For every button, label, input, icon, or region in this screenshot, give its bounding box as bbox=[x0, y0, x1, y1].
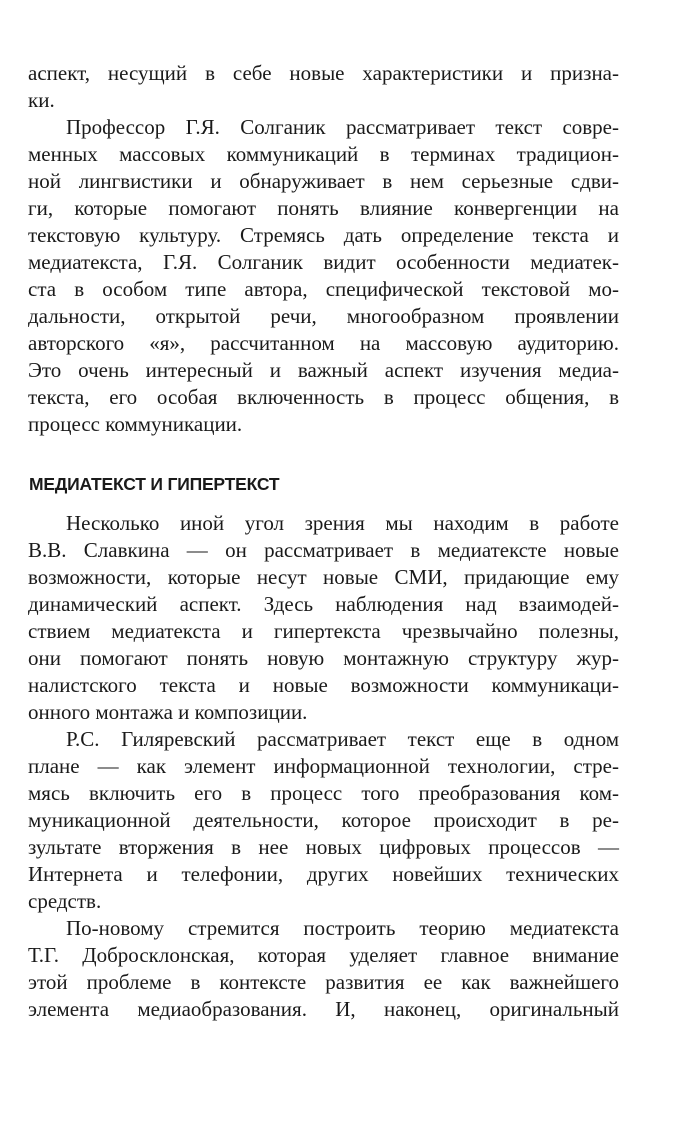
text-line: плане — как элемент информационной технологии, стре- bbox=[28, 754, 619, 778]
text-line: ги, которые помогают понять влияние конвергенции на bbox=[28, 196, 619, 220]
text-line: менных массовых коммуникаций в терминах традицион- bbox=[28, 142, 619, 166]
text-line: муникационной деятельности, которое происходит в ре- bbox=[28, 808, 619, 832]
section-heading: МЕДИАТЕКСТ И ГИПЕРТЕКСТ bbox=[29, 474, 280, 494]
text-line: По-новому стремится построить теорию медиатекста bbox=[66, 916, 619, 940]
text-line: ной лингвистики и обнаруживает в нем серьезные сдви- bbox=[28, 169, 619, 193]
text-line: онного монтажа и композиции. bbox=[28, 700, 308, 724]
text-line: мясь включить его в процесс того преобразования ком- bbox=[28, 781, 619, 805]
text-line: Несколько иной угол зрения мы находим в работе bbox=[66, 511, 619, 535]
text-line: налистского текста и новые возможности коммуникаци- bbox=[28, 673, 619, 697]
text-line: Интернета и телефонии, других новейших технических bbox=[28, 862, 619, 886]
text-line: элемента медиаобразования. И, наконец, оригинальный bbox=[28, 997, 619, 1021]
text-line: ки. bbox=[28, 88, 55, 112]
text-line: они помогают понять новую монтажную структуру жур- bbox=[28, 646, 619, 670]
text-line: средств. bbox=[28, 889, 102, 913]
text-line: текстовую культуру. Стремясь дать определение текста и bbox=[28, 223, 619, 247]
text-line: ста в особом типе автора, специфической текстовой мо- bbox=[28, 277, 619, 301]
text-line: этой проблеме в контексте развития ее как важнейшего bbox=[28, 970, 619, 994]
text-line: ствием медиатекста и гипертекста чрезвычайно полезны, bbox=[28, 619, 619, 643]
text-line: Это очень интересный и важный аспект изучения медиа- bbox=[28, 358, 619, 382]
text-line: медиатекста, Г.Я. Солганик видит особенности медиатек- bbox=[28, 250, 619, 274]
text-line: текста, его особая включенность в процесс общения, в bbox=[28, 385, 619, 409]
text-line: процесс коммуникации. bbox=[28, 412, 243, 436]
text-line: возможности, которые несут новые СМИ, придающие ему bbox=[28, 565, 619, 589]
text-line: дальности, открытой речи, многообразном проявлении bbox=[28, 304, 619, 328]
text-line: Профессор Г.Я. Солганик рассматривает текст совре- bbox=[66, 115, 619, 139]
text-line: Т.Г. Добросклонская, которая уделяет главное внимание bbox=[28, 943, 619, 967]
text-line: аспект, несущий в себе новые характеристики и призна- bbox=[28, 61, 619, 85]
text-line: динамический аспект. Здесь наблюдения над взаимодей- bbox=[28, 592, 619, 616]
text-line: В.В. Славкина — он рассматривает в медиатексте новые bbox=[28, 538, 619, 562]
text-line: Р.С. Гиляревский рассматривает текст еще в одном bbox=[66, 727, 619, 751]
text-line: авторского «я», рассчитанном на массовую аудиторию. bbox=[28, 331, 619, 355]
text-line: зультате вторжения в нее новых цифровых процессов — bbox=[28, 835, 619, 859]
